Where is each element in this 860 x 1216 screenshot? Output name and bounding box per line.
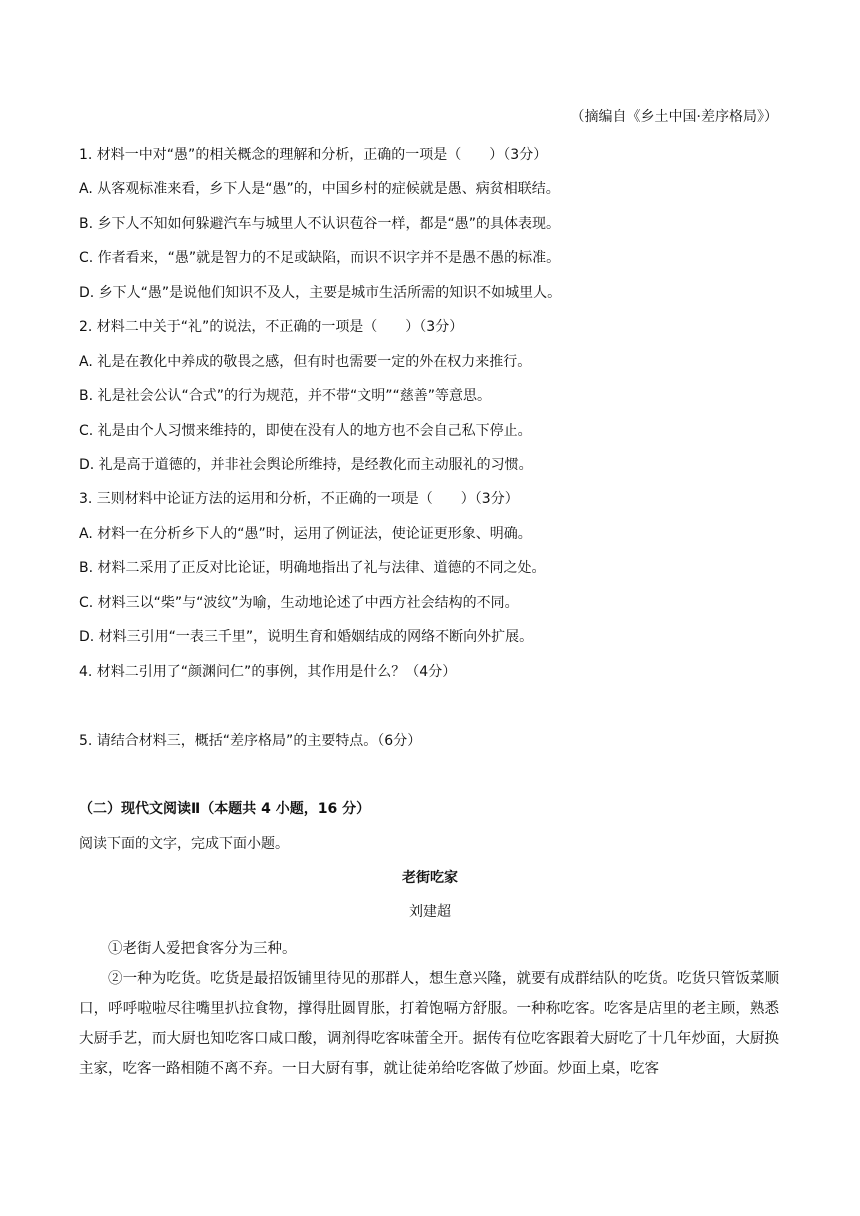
- question-3-option-d: D. 材料三引用“一表三千里”，说明生育和婚姻结成的网络不断向外扩展。: [79, 629, 534, 645]
- question-2-option-a: A. 礼是在教化中养成的敬畏之感，但有时也需要一定的外在权力来推行。: [79, 354, 532, 370]
- question-1-option-a: A. 从客观标准来看，乡下人是“愚”的，中国乡村的症候就是愚、病贫相联结。: [79, 181, 560, 197]
- question-3-stem: 3. 三则材料中论证方法的运用和分析，不正确的一项是（ ）（3分）: [79, 491, 519, 507]
- question-2-stem: 2. 材料二中关于“礼”的说法，不正确的一项是（ ）（3分）: [79, 319, 464, 335]
- question-1-stem: 1. 材料一中对“愚”的相关概念的理解和分析，正确的一项是（ ）（3分）: [79, 147, 548, 163]
- question-1-option-b: B. 乡下人不知如何躲避汽车与城里人不认识苞谷一样，都是“愚”的具体表现。: [79, 216, 561, 232]
- story-paragraph-1: ①老街人爱把食客分为三种。: [108, 941, 297, 957]
- source-note: （摘编自《乡土中国·差序格局》）: [570, 109, 778, 125]
- question-5: 5. 请结合材料三，概括“差序格局”的主要特点。（6分）: [79, 733, 422, 749]
- section-heading: （二）现代文阅读Ⅱ（本题共 4 小题，16 分）: [79, 801, 371, 817]
- question-1-option-d: D. 乡下人“愚”是说他们知识不及人，主要是城市生活所需的知识不如城里人。: [79, 285, 562, 301]
- question-2-option-c: C. 礼是由个人习惯来维持的，即使在没有人的地方也不会自己私下停止。: [79, 423, 532, 439]
- question-3-option-a: A. 材料一在分析乡下人的“愚”时，运用了例证法，使论证更形象、明确。: [79, 526, 532, 542]
- question-3-option-c: C. 材料三以“柴”与“波纹”为喻，生动地论述了中西方社会结构的不同。: [79, 595, 519, 611]
- question-4: 4. 材料二引用了“颜渊问仁”的事例，其作用是什么？（4分）: [79, 664, 457, 680]
- question-2-option-d: D. 礼是高于道德的，并非社会舆论所维持，是经教化而主动服礼的习惯。: [79, 457, 533, 473]
- question-2-option-b: B. 礼是社会公认“合式”的行为规范，并不带“文明”“慈善”等意思。: [79, 388, 492, 404]
- story-title: 老街吃家: [402, 870, 458, 886]
- question-1-option-c: C. 作者看来，“愚”就是智力的不足或缺陷，而识不识字并不是愚不愚的标准。: [79, 250, 561, 266]
- story-author: 刘建超: [409, 904, 451, 920]
- question-3-option-b: B. 材料二采用了正反对比论证，明确地指出了礼与法律、道德的不同之处。: [79, 560, 546, 576]
- reading-instruction: 阅读下面的文字，完成下面小题。: [79, 836, 289, 852]
- story-paragraph-2: ②一种为吃货。吃货是最招饭铺里待见的那群人，想生意兴隆，就要有成群结队的吃货。吃货只管饭菜顺口，呼呼啦啦尽往嘴里扒拉食物，撑得肚圆胃胀，打着饱嗝方舒服。一种称吃客。吃客是店里的老主顾，熟悉大厨手艺，而大厨也知吃客口咸口酸，调剂得吃客味蕾全开。据传有位吃客跟着大厨吃了十几年炒面，大厨换主家，吃客一路相随不离不弃。一日大厨有事，就让徒弟给吃客做了炒面。炒面上桌，吃客: [79, 971, 779, 1077]
